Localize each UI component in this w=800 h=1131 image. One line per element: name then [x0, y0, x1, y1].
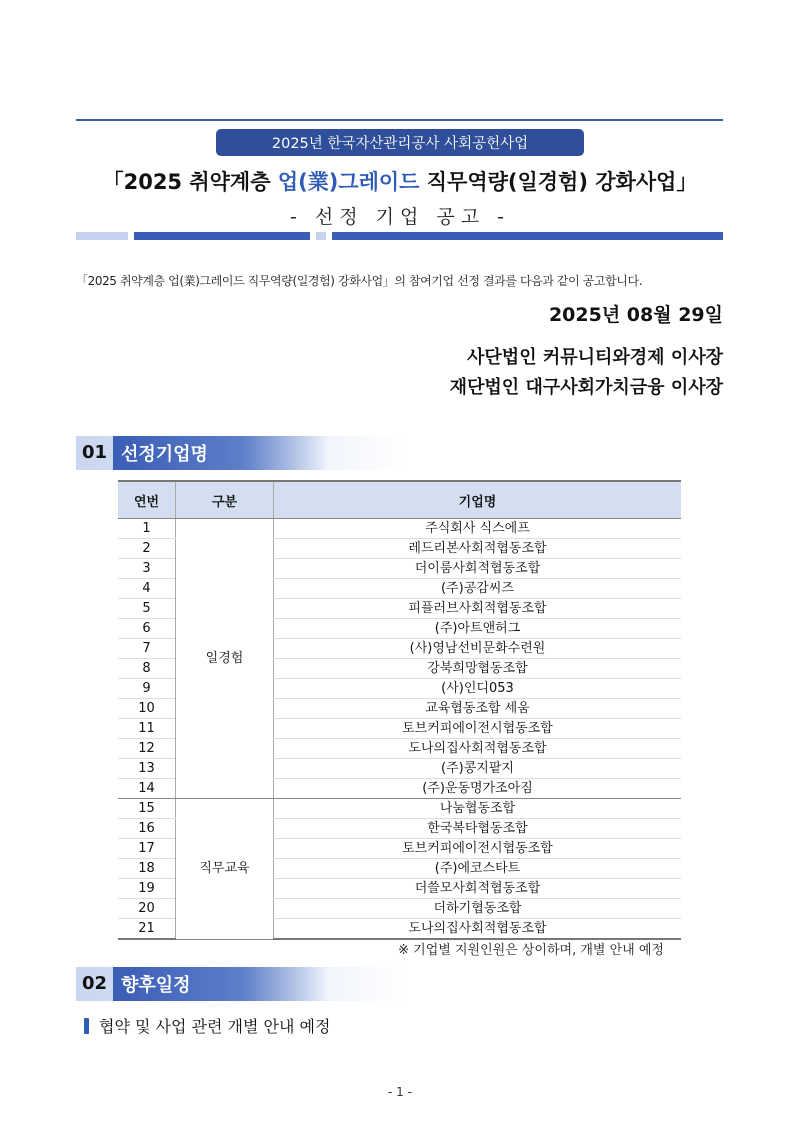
row-number: 16	[118, 819, 176, 839]
page-title	[0, 166, 800, 196]
row-number: 12	[118, 739, 176, 759]
company-name: 도나의집사회적협동조합	[274, 919, 682, 940]
row-number: 6	[118, 619, 176, 639]
row-number: 7	[118, 639, 176, 659]
page-subtitle: - 선정 기업 공고 -	[290, 206, 510, 228]
selected-companies-table	[118, 480, 681, 940]
top-divider-line	[76, 119, 723, 121]
company-name: 도나의집사회적협동조합	[274, 739, 682, 759]
table-note: ※ 기업별 지원인원은 상이하며, 개별 안내 예정	[398, 943, 664, 958]
row-category: 일경험	[176, 519, 274, 799]
title-prefix: 「2025 취약계층	[102, 170, 278, 194]
col-header-category: 구분	[176, 481, 274, 519]
company-name: 레드리본사회적협동조합	[274, 539, 682, 559]
col-header-company: 기업명	[274, 481, 682, 519]
company-name: 더쓸모사회적협동조합	[274, 879, 682, 899]
table-row	[118, 519, 681, 539]
row-category: 직무교육	[176, 799, 274, 940]
company-name: (사)인디053	[274, 679, 682, 699]
signature-2: 재단법인 대구사회가치금융 이사장	[449, 377, 723, 398]
row-number: 9	[118, 679, 176, 699]
row-number: 8	[118, 659, 176, 679]
row-number: 21	[118, 919, 176, 940]
col-header-no: 연번	[118, 481, 176, 519]
section-label: 선정기업명	[113, 436, 329, 470]
table-row	[118, 799, 681, 819]
company-name: (주)콩지팥지	[274, 759, 682, 779]
section-header-schedule	[76, 967, 406, 1001]
row-number: 11	[118, 719, 176, 739]
row-number: 17	[118, 839, 176, 859]
company-name: (주)운동명가조아짐	[274, 779, 682, 799]
row-number: 2	[118, 539, 176, 559]
company-name: 나눔협동조합	[274, 799, 682, 819]
company-name: 교육협동조합 세움	[274, 699, 682, 719]
company-name: 더이룸사회적협동조합	[274, 559, 682, 579]
company-name: (사)영남선비문화수련원	[274, 639, 682, 659]
header-banner: 2025년 한국자산관리공사 사회공헌사업	[216, 129, 584, 156]
company-name: 피플러브사회적협동조합	[274, 599, 682, 619]
signature-1: 사단법인 커뮤니티와경제 이사장	[467, 347, 723, 368]
company-name: 토브커피에이전시협동조합	[274, 719, 682, 739]
company-name: 한국복타협동조합	[274, 819, 682, 839]
company-name: (주)에코스타트	[274, 859, 682, 879]
section-number: 02	[82, 973, 108, 994]
company-name: 토브커피에이전시협동조합	[274, 839, 682, 859]
section-label: 향후일정	[113, 967, 329, 1001]
table-header-row	[118, 481, 681, 519]
title-highlight: 업(業)그레이드	[277, 170, 420, 194]
row-number: 20	[118, 899, 176, 919]
row-number: 15	[118, 799, 176, 819]
row-number: 18	[118, 859, 176, 879]
decorative-bars	[76, 232, 723, 240]
page-number: - 1 -	[388, 1085, 412, 1099]
row-number: 13	[118, 759, 176, 779]
company-name: 강북희망협동조합	[274, 659, 682, 679]
bullet-marker	[84, 1018, 89, 1034]
row-number: 5	[118, 599, 176, 619]
intro-text: 「2025 취약계층 업(業)그레이드 직무역량(일경험) 강화사업」의 참여기업 선정 결과를 다음과 같이 공고합니다.	[76, 274, 643, 288]
company-name: (주)아트앤허그	[274, 619, 682, 639]
company-name: 더하기협동조합	[274, 899, 682, 919]
section-header-selected	[76, 436, 406, 470]
company-name: 주식회사 식스에프	[274, 519, 682, 539]
section-number: 01	[82, 442, 108, 463]
company-name: (주)공감씨즈	[274, 579, 682, 599]
announcement-date: 2025년 08월 29일	[548, 304, 723, 326]
row-number: 19	[118, 879, 176, 899]
row-number: 1	[118, 519, 176, 539]
title-suffix: 직무역량(일경험) 강화사업」	[419, 170, 698, 194]
row-number: 3	[118, 559, 176, 579]
schedule-item	[84, 1014, 330, 1037]
row-number: 4	[118, 579, 176, 599]
row-number: 14	[118, 779, 176, 799]
schedule-item-text: 협약 및 사업 관련 개별 안내 예정	[99, 1017, 331, 1036]
row-number: 10	[118, 699, 176, 719]
